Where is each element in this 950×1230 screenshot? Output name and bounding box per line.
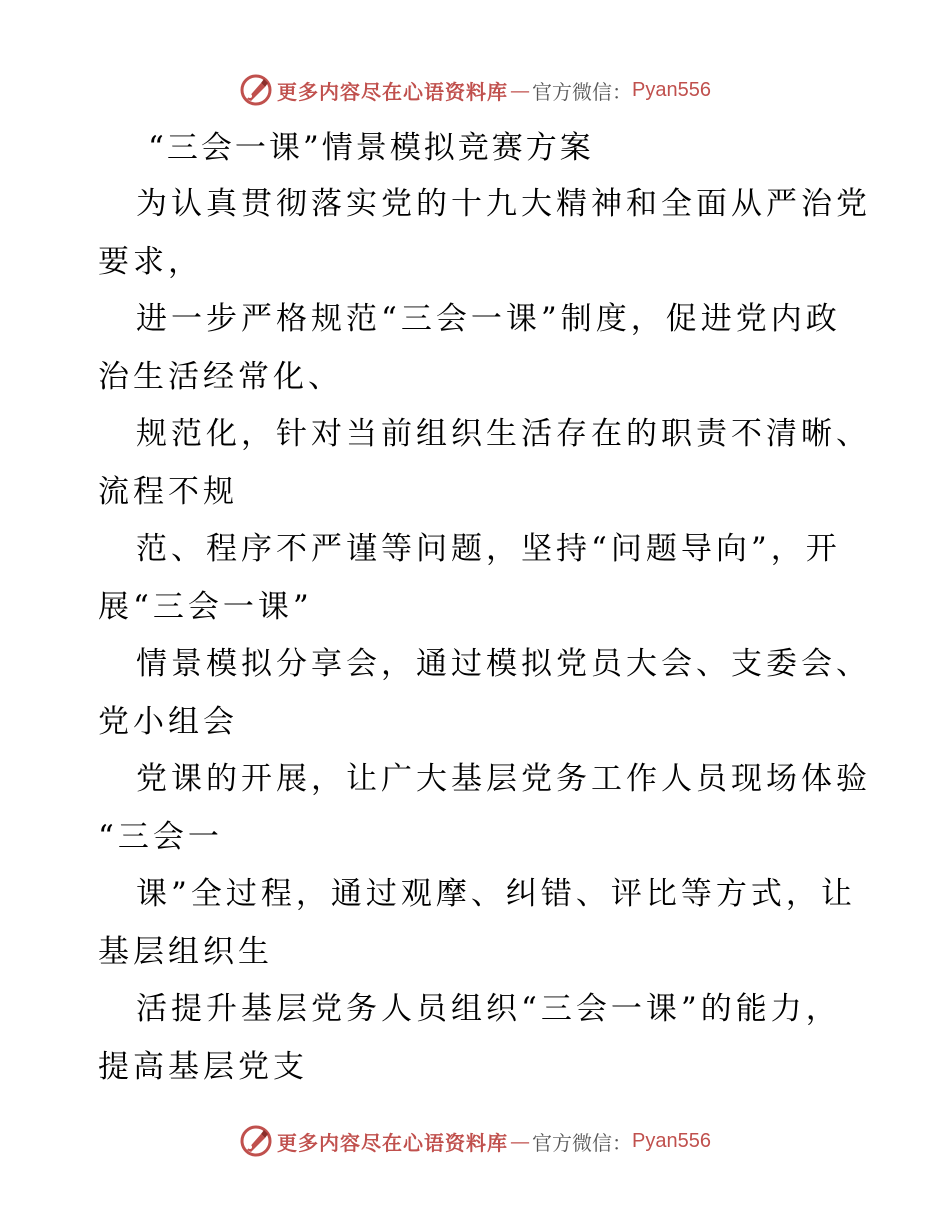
document-body: [98, 120, 871, 1096]
banner-wechat-id: Pyan556: [632, 1129, 711, 1152]
paragraph-line: 提高基层党支: [98, 1048, 308, 1085]
banner-wechat-label: 官方微信：: [532, 79, 633, 104]
paragraph-line: 情景模拟分享会，通过模拟党员大会、支委会、: [136, 646, 871, 682]
paragraph-line: 流程不规: [98, 473, 238, 510]
banner-wechat-label: 官方微信：: [532, 1130, 633, 1155]
paragraph-line: 为认真贯彻落实党的十九大精神和全面从严治党: [136, 186, 871, 222]
paragraph-line: 治生活经常化、: [98, 358, 343, 395]
paragraph-line: 基层组织生: [98, 933, 273, 970]
paragraph-line: 范、程序不严谨等问题，坚持“问题导向”，开: [136, 531, 841, 567]
banner-wechat-id: Pyan556: [632, 78, 711, 101]
pen-logo-icon: [239, 73, 273, 107]
document-title: “三会一课”情景模拟竞赛方案: [148, 130, 594, 166]
paragraph-line: 要求，: [98, 243, 203, 280]
header-banner: [0, 70, 950, 110]
banner-separator: —: [510, 1129, 531, 1153]
paragraph-line: 党小组会: [98, 703, 238, 740]
footer-banner: [0, 1121, 950, 1161]
banner-separator: —: [510, 78, 531, 102]
banner-brand: 更多内容尽在心语资料库: [277, 1130, 509, 1155]
pen-logo-icon: [239, 1124, 273, 1158]
paragraph-line: 党课的开展，让广大基层党务工作人员现场体验: [136, 761, 871, 797]
paragraph-line: 课”全过程，通过观摩、纠错、评比等方式，让: [136, 876, 856, 912]
paragraph-line: 规范化，针对当前组织生活存在的职责不清晰、: [136, 416, 871, 452]
paragraph-line: 展“三会一课”: [98, 588, 313, 625]
paragraph-line: “三会一: [98, 818, 223, 855]
paragraph-line: 进一步严格规范“三会一课”制度，促进党内政: [136, 301, 841, 337]
banner-brand: 更多内容尽在心语资料库: [277, 79, 509, 104]
paragraph-line: 活提升基层党务人员组织“三会一课”的能力，: [136, 991, 841, 1027]
